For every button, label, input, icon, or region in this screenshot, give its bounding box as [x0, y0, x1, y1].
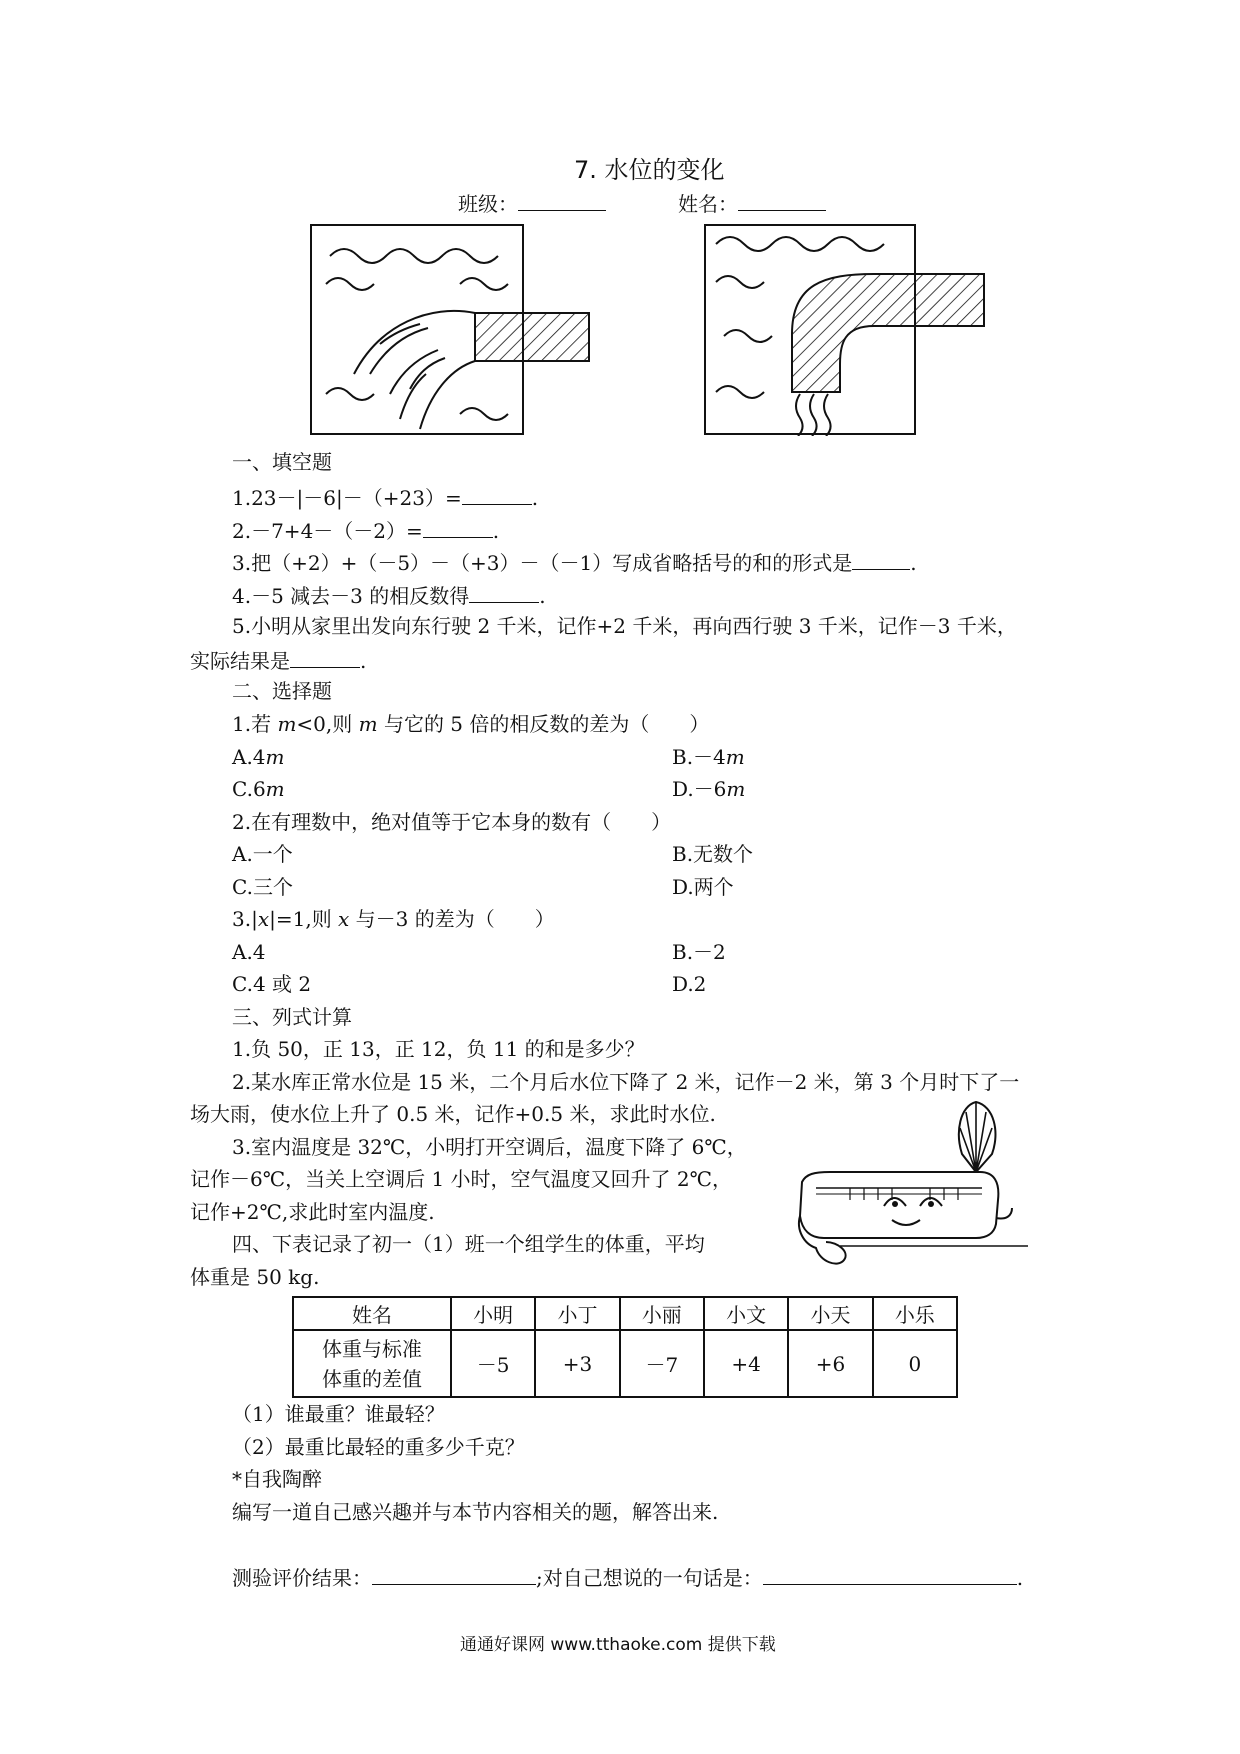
fill-question-5-text: 实际结果是 — [190, 649, 290, 673]
water-pipe-illustration-right — [704, 224, 994, 436]
name-blank — [738, 192, 826, 211]
calc-question-2-line2: 场大雨，使水位上升了 0.5 米，记作+0.5 米，求此时水位. — [190, 1102, 716, 1126]
fill-question-1 — [232, 486, 538, 508]
section4-line2: 体重是 50 kg. — [190, 1265, 320, 1289]
variable-m: m — [277, 712, 297, 736]
table-value-cell: +6 — [788, 1330, 872, 1397]
section3-heading: 三、列式计算 — [232, 1005, 352, 1029]
stem-part: 与－3 的差为（ ） — [349, 907, 555, 931]
footer-credit: 通通好课网 www.tthaoke.com 提供下载 — [460, 1635, 776, 1655]
variable-m: m — [726, 777, 746, 801]
evaluation-line — [232, 1566, 1023, 1588]
section4-sub2: （2）最重比最轻的重多少千克？ — [232, 1435, 525, 1459]
calc-question-2-line1: 2.某水库正常水位是 15 米，二个月后水位下降了 2 米，记作－2 米，第 3 个月时下了一 — [232, 1070, 1020, 1094]
choice-2-option-c: C.三个 — [232, 875, 293, 899]
section2-heading: 二、选择题 — [232, 679, 332, 703]
table-name-cell: 小天 — [788, 1297, 872, 1330]
calc-question-3-line3: 记作+2℃,求此时室内温度. — [190, 1200, 435, 1224]
table-name-cell: 小乐 — [873, 1297, 957, 1330]
table-row-label — [293, 1330, 451, 1397]
choice-2-option-a: A.一个 — [232, 842, 293, 866]
choice-1-option-c — [232, 779, 285, 799]
answer-blank — [290, 649, 360, 668]
choice-3-option-b: B.－2 — [672, 940, 726, 964]
option-label: A.4 — [232, 745, 266, 769]
table-value-cell: －7 — [620, 1330, 704, 1397]
choice-2-option-d: D.两个 — [672, 875, 734, 899]
row-label-line1: 体重与标准 — [322, 1336, 422, 1361]
choice-1-option-d — [672, 779, 745, 799]
table-name-cell: 小丽 — [620, 1297, 704, 1330]
variable-x: x — [338, 907, 350, 931]
fill-question-3-text: 3.把（+2）+（－5）－（+3）－（－1）写成省略括号的和的形式是 — [232, 551, 853, 575]
weight-table — [292, 1296, 958, 1398]
choice-question-1-stem — [232, 714, 709, 734]
table-value-cell: 0 — [873, 1330, 957, 1397]
variable-m: m — [265, 745, 285, 769]
fill-question-5-line2 — [190, 649, 366, 671]
name-label: 姓名： — [678, 192, 738, 216]
table-value-cell: +3 — [535, 1330, 619, 1397]
fill-question-5-line1: 5.小明从家里出发向东行驶 2 千米，记作+2 千米，再向西行驶 3 千米，记作－3 千米， — [232, 614, 1017, 638]
option-label: B.－4 — [672, 745, 726, 769]
self-note-label: ;对自己想说的一句话是： — [536, 1566, 763, 1590]
self-note-blank — [763, 1566, 1017, 1585]
answer-blank — [852, 551, 910, 570]
fill-question-2-text: 2.－7+4－（－2）= — [232, 519, 423, 543]
calc-question-3-line2: 记作－6℃，当关上空调后 1 小时，空气温度又回升了 2℃， — [190, 1167, 732, 1191]
table-name-cell: 小明 — [451, 1297, 535, 1330]
stem-part: |=1,则 — [269, 907, 339, 931]
table-row — [293, 1330, 957, 1397]
answer-blank — [423, 519, 493, 538]
air-conditioner-cartoon — [780, 1092, 1048, 1270]
answer-blank — [469, 584, 539, 603]
choice-3-option-a: A.4 — [232, 940, 266, 964]
choice-1-option-a — [232, 747, 285, 767]
choice-3-option-d: D.2 — [672, 972, 707, 996]
stem-part: 3.| — [232, 907, 258, 931]
water-pipe-illustration-left — [310, 224, 604, 436]
self-text: 编写一道自己感兴趣并与本节内容相关的题，解答出来. — [232, 1500, 719, 1524]
evaluation-label: 测验评价结果： — [232, 1566, 372, 1590]
fill-question-4 — [232, 584, 546, 606]
variable-m: m — [358, 712, 378, 736]
table-value-cell: +4 — [704, 1330, 788, 1397]
name-field — [678, 192, 826, 214]
choice-3-option-c: C.4 或 2 — [232, 972, 312, 996]
class-blank — [518, 192, 606, 211]
section4-sub1: （1）谁最重？谁最轻？ — [232, 1402, 445, 1426]
table-name-cell: 小文 — [704, 1297, 788, 1330]
calc-question-3-line1: 3.室内温度是 32℃，小明打开空调后，温度下降了 6℃， — [232, 1135, 747, 1159]
period: . — [360, 649, 367, 673]
choice-question-2-stem: 2.在有理数中，绝对值等于它本身的数有（ ） — [232, 810, 672, 834]
fill-question-3 — [232, 551, 917, 573]
choice-2-option-b: B.无数个 — [672, 842, 754, 866]
stem-part: <0,则 — [296, 712, 359, 736]
choice-1-option-b — [672, 747, 745, 767]
page-title: 7. 水位的变化 — [574, 156, 725, 184]
variable-m: m — [265, 777, 285, 801]
table-name-cell: 小丁 — [535, 1297, 619, 1330]
section4-line1: 四、下表记录了初一（1）班一个组学生的体重，平均 — [232, 1232, 705, 1256]
period: . — [910, 551, 917, 575]
stem-part: 与它的 5 倍的相反数的差为（ ） — [377, 712, 710, 736]
period: . — [539, 584, 546, 608]
option-label: D.－6 — [672, 777, 727, 801]
fill-question-2 — [232, 519, 499, 541]
fill-question-4-text: 4.－5 减去－3 的相反数得 — [232, 584, 470, 608]
answer-blank — [462, 486, 532, 505]
self-heading: *自我陶醉 — [232, 1467, 322, 1491]
choice-question-3-stem — [232, 909, 555, 929]
evaluation-blank — [372, 1566, 536, 1585]
table-value-cell: －5 — [451, 1330, 535, 1397]
section1-heading: 一、填空题 — [232, 450, 332, 474]
table-row — [293, 1297, 957, 1330]
period: . — [531, 486, 539, 510]
row-label-line2: 体重的差值 — [322, 1366, 422, 1391]
class-label: 班级： — [458, 192, 518, 216]
class-field — [458, 192, 606, 214]
variable-x: x — [257, 907, 270, 931]
variable-m: m — [725, 745, 745, 769]
table-header-label: 姓名 — [293, 1297, 451, 1330]
period: . — [492, 519, 500, 543]
period: . — [1016, 1566, 1024, 1590]
fill-question-1-text: 1.23－|－6|－（+23）= — [232, 486, 462, 510]
calc-question-1: 1.负 50，正 13，正 12，负 11 的和是多少？ — [232, 1037, 645, 1061]
option-label: C.6 — [232, 777, 266, 801]
stem-part: 1.若 — [232, 712, 278, 736]
